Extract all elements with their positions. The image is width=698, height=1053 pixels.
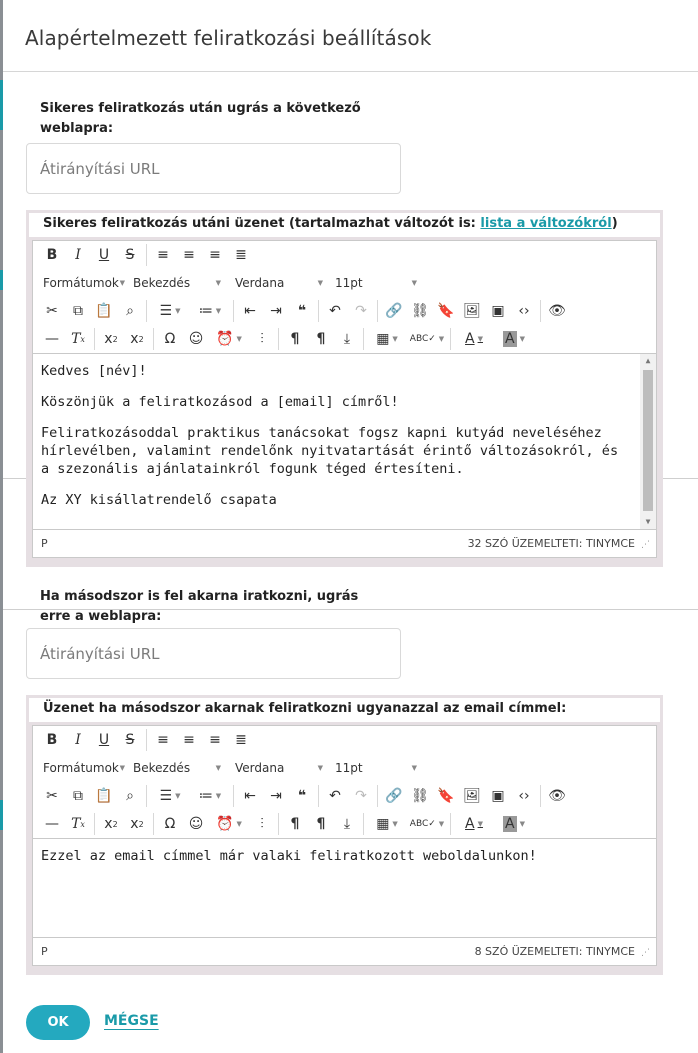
subscript-icon[interactable]: x 2 [104,816,118,832]
block-format-dropdown[interactable]: Bekezdés ▼ [133,276,221,290]
align-right-icon[interactable]: ≡ [209,732,221,748]
cut-icon[interactable]: ✂ [46,303,58,319]
source-code-icon[interactable]: ‹› [518,303,530,319]
unlink-icon[interactable]: ⛓ [411,303,429,319]
blockquote-icon[interactable]: ❝ [297,303,307,319]
cut-icon[interactable]: ✂ [46,788,58,804]
dialog-title: Alapértelmezett feliratkozási beállítások [25,26,432,50]
ok-button[interactable]: OK [26,1005,90,1040]
message-paragraph: Ezzel az email címmel már valaki feliratkozott weboldalunkon! [41,848,537,864]
block-format-dropdown[interactable]: Bekezdés ▼ [133,761,221,775]
clear-format-icon[interactable]: T x [71,816,85,832]
bold-button[interactable]: B [46,732,58,748]
bookmark-icon[interactable]: 🔖 [437,303,455,319]
editor-statusbar [33,530,656,557]
insert-icon[interactable]: ⤓ [343,816,351,832]
underline-button[interactable]: U [98,247,110,263]
clear-format-icon[interactable]: T x [71,331,85,347]
find-icon[interactable]: ⌕ [126,303,134,319]
paste-icon[interactable]: 📋 [95,303,113,319]
align-right-icon[interactable]: ≡ [209,247,221,263]
toolbar-row-2 [33,754,656,782]
paste-icon[interactable]: 📋 [95,788,113,804]
subscription-settings-dialog [3,0,698,1053]
blockquote-icon[interactable]: ❝ [297,788,307,804]
text-color-icon[interactable]: A ▼ [465,331,483,347]
horizontal-rule-icon[interactable]: — [45,331,59,347]
show-blocks-icon[interactable]: ¶ [290,816,300,832]
bullet-list-icon[interactable]: ☰ ▼ [159,788,181,804]
formats-dropdown[interactable]: Formátumok ▼ [43,761,125,775]
spellcheck-icon[interactable]: ABC✓ ▼ [409,334,445,344]
background-color-icon[interactable]: A ▼ [505,816,525,832]
toolbar-row-1 [33,726,656,754]
outdent-icon[interactable]: ⇤ [244,303,256,319]
insert-datetime-icon[interactable]: ⏰ ▼ [216,816,242,832]
success-message-editor-frame [26,210,663,567]
indent-icon[interactable]: ⇥ [270,788,282,804]
table-icon[interactable]: ▦ ▼ [376,331,398,347]
repeat-redirect-url-input[interactable] [26,628,401,679]
word-count: 32 SZÓ ÜZEMELTETI: TINYMCE [467,537,635,550]
outdent-icon[interactable]: ⇤ [244,788,256,804]
scroll-up-arrow[interactable]: ▲ [645,356,651,365]
message-paragraph: Az XY kisállatrendelő csapata [41,492,277,508]
message-paragraph: Köszönjük a feliratkozásod a [email] címről! [41,394,399,410]
editor-statusbar [33,938,656,965]
superscript-icon[interactable]: x 2 [130,816,144,832]
repeat-message-label: Üzenet ha másodszor akarnak feliratkozni ugyanazzal az email címmel: [29,698,660,722]
font-family-dropdown[interactable]: Verdana ▼ [235,276,323,290]
success-redirect-label: Sikeres feliratkozás után ugrás a következő weblapra: [40,101,361,136]
spellcheck-icon[interactable]: ABC✓ ▼ [409,819,445,829]
underline-button[interactable]: U [98,732,110,748]
success-message-label: Sikeres feliratkozás utáni üzenet (tartalmazhat változót is: lista a változókról) [29,213,660,237]
strikethrough-button[interactable]: S [125,247,135,263]
visual-chars-icon[interactable]: ¶ [316,816,326,832]
rich-text-editor [32,240,657,558]
repeat-message-editor-frame [26,695,663,975]
special-char-icon[interactable]: Ω [164,816,176,832]
image-icon[interactable]: 🖼 [463,788,481,804]
success-redirect-url-input[interactable] [26,143,401,194]
link-icon[interactable]: 🔗 [385,788,403,804]
font-size-dropdown[interactable]: 11pt ▼ [335,761,417,775]
editor-content-area[interactable] [33,838,656,938]
image-icon[interactable]: 🖼 [463,303,481,319]
editor-scrollbar[interactable] [640,354,656,529]
redo-icon[interactable]: ↷ [355,303,367,319]
unlink-icon[interactable]: ⛓ [411,788,429,804]
font-size-dropdown[interactable]: 11pt ▼ [335,276,417,290]
background-color-icon[interactable]: A ▼ [505,331,525,347]
undo-icon[interactable]: ↶ [329,788,341,804]
bold-button[interactable]: B [46,247,58,263]
strikethrough-button[interactable]: S [125,732,135,748]
insert-icon[interactable]: ⤓ [343,331,351,347]
align-left-icon[interactable]: ≡ [157,247,169,263]
align-center-icon[interactable]: ≡ [183,732,195,748]
visual-chars-icon[interactable]: ¶ [316,331,326,347]
text-color-icon[interactable]: A ▼ [465,816,483,832]
message-paragraph: Kedves [név]! [41,363,147,379]
link-icon[interactable]: 🔗 [385,303,403,319]
toolbar-row-4 [33,325,656,353]
font-family-dropdown[interactable]: Verdana ▼ [235,761,323,775]
element-path[interactable]: P [41,945,48,958]
media-icon[interactable]: ▣ [491,788,505,804]
special-char-icon[interactable]: Ω [164,331,176,347]
align-justify-icon[interactable]: ≣ [235,247,247,263]
source-code-icon[interactable]: ‹› [518,788,530,804]
align-justify-icon[interactable]: ≣ [235,732,247,748]
word-count: 8 SZÓ ÜZEMELTETI: TINYMCE [474,945,635,958]
insert-datetime-icon[interactable]: ⏰ ▼ [216,331,242,347]
scroll-down-arrow[interactable]: ▼ [645,517,651,526]
copy-icon[interactable]: ⧉ [73,303,83,319]
numbered-list-icon[interactable]: ≔ ▼ [198,303,222,319]
resize-handle-icon[interactable]: ⋰ [641,540,650,550]
page-break-icon[interactable]: ⫶ [260,331,264,347]
copy-icon[interactable]: ⧉ [73,788,83,804]
undo-icon[interactable]: ↶ [329,303,341,319]
preview-icon[interactable]: 👁 [548,788,566,804]
italic-button[interactable]: I [75,247,81,263]
toolbar-row-3 [33,782,656,810]
media-icon[interactable]: ▣ [491,303,505,319]
title-divider [3,71,698,72]
emoticon-icon[interactable]: ☺ [188,331,204,347]
toolbar-row-1 [33,241,656,269]
superscript-icon[interactable]: x 2 [130,331,144,347]
variables-list-link[interactable]: lista a változókról [480,216,612,231]
emoticon-icon[interactable]: ☺ [188,816,204,832]
subscript-icon[interactable]: x 2 [104,331,118,347]
bookmark-icon[interactable]: 🔖 [437,788,455,804]
toolbar-row-4 [33,810,656,838]
page-break-icon[interactable]: ⫶ [260,816,264,832]
numbered-list-icon[interactable]: ≔ ▼ [198,788,222,804]
toolbar-row-2 [33,269,656,297]
toolbar-row-3 [33,297,656,325]
show-blocks-icon[interactable]: ¶ [290,331,300,347]
formats-dropdown[interactable]: Formátumok ▼ [43,276,125,290]
cancel-button[interactable]: MÉGSE [104,1013,159,1029]
horizontal-rule-icon[interactable]: — [45,816,59,832]
rich-text-editor [32,725,657,966]
align-left-icon[interactable]: ≡ [157,732,169,748]
resize-handle-icon[interactable]: ⋰ [641,948,650,958]
find-icon[interactable]: ⌕ [126,788,134,804]
italic-button[interactable]: I [75,732,81,748]
preview-icon[interactable]: 👁 [548,303,566,319]
indent-icon[interactable]: ⇥ [270,303,282,319]
table-icon[interactable]: ▦ ▼ [376,816,398,832]
editor-content-area[interactable] [33,353,656,530]
message-paragraph: Feliratkozásoddal praktikus tanácsokat fogsz kapni kutyád neveléséhez hírlevélben, valamint rendelőnk nyitvatartását érintő változásokról, és a szezonális ajánlatainkról fogunk téged értesíteni. [41,425,619,477]
scrollbar-thumb[interactable] [643,370,653,511]
bullet-list-icon[interactable]: ☰ ▼ [159,303,181,319]
align-center-icon[interactable]: ≡ [183,247,195,263]
element-path[interactable]: P [41,537,48,550]
redo-icon[interactable]: ↷ [355,788,367,804]
repeat-redirect-label: Ha másodszor is fel akarna iratkozni, ugrás erre a weblapra: [40,589,359,624]
